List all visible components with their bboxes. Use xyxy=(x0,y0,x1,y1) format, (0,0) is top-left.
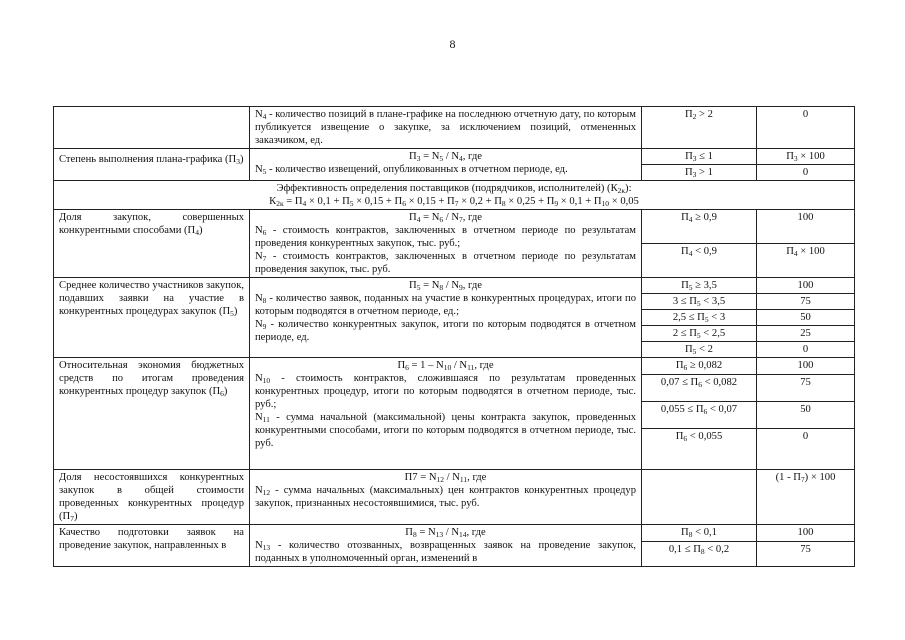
formula: $П7 = N_{12} / N_{11}$, где xyxy=(404,472,487,484)
definition-cell xyxy=(250,358,642,470)
score-cell: 0 xyxy=(757,165,855,181)
condition-cell: $0,07 \le П_6 < 0,082$ xyxy=(642,375,757,402)
table-row xyxy=(54,107,855,149)
definition-cell xyxy=(250,278,642,358)
score-cell: 50 xyxy=(757,402,855,429)
definition-cell xyxy=(250,525,642,567)
score-cell: 100 xyxy=(757,210,855,244)
score-cell: 0 xyxy=(757,107,855,149)
definition-cell xyxy=(250,149,642,181)
condition-cell: $0,055 \le П_6 < 0,07$ xyxy=(642,402,757,429)
variable-definition: $N_5$ - количество извещений, опубликованных в отчетном периоде, ед. xyxy=(255,164,568,176)
condition-cell xyxy=(642,470,757,525)
variable-definition: $N_8$ - количество заявок, поданных на участие в конкурентных процедурах, итоги по которым подводятся в отчетном периоде, ед.; xyxy=(255,293,636,317)
section-title: Эффективность определения поставщиков (подрядчиков, исполнителей) $(К_{2к})$: xyxy=(276,183,632,195)
formula: $П_6 = 1 - N_{10} / N_{11}$, где xyxy=(397,360,494,372)
condition-cell: $П_4 < 0,9$ xyxy=(642,244,757,278)
table-row xyxy=(54,149,855,165)
condition-cell: $0,1 \le П_8 < 0,2$ xyxy=(642,542,757,567)
score-cell: $П_3 \times 100$ xyxy=(757,149,855,165)
table-row xyxy=(54,358,855,375)
variable-definition: $N_9$ - количество конкурентных закупок, итоги по которым подводятся в отчетном периоде, ед. xyxy=(255,319,636,343)
indicators-table xyxy=(53,106,855,567)
score-cell: $(1 - П_7) \times 100$ xyxy=(757,470,855,525)
definition-cell: $N_4$ - количество позиций в плане-графике на последнюю отчетную дату, по которым публикуется извещение о закупке, за исключением позиций, отмененных заказчиком, ед. xyxy=(250,107,642,149)
score-cell: 100 xyxy=(757,525,855,542)
condition-cell: $П_8 < 0,1$ xyxy=(642,525,757,542)
score-cell: 25 xyxy=(757,326,855,342)
score-cell: 100 xyxy=(757,358,855,375)
condition-cell: $П_5 \ge 3,5$ xyxy=(642,278,757,294)
condition-cell: $П_3 > 1$ xyxy=(642,165,757,181)
indicator-cell: Качество подготовки заявок на проведение закупок, направленных в xyxy=(54,525,250,567)
table-row xyxy=(54,210,855,244)
score-cell: 100 xyxy=(757,278,855,294)
definition-cell xyxy=(250,470,642,525)
score-cell: 75 xyxy=(757,542,855,567)
section-header-row xyxy=(54,181,855,210)
indicator-cell xyxy=(54,107,250,149)
formula: $П_5 = N_8 / N_9$, где xyxy=(409,280,482,292)
condition-cell: $3 \le П_5 < 3,5$ xyxy=(642,294,757,310)
indicator-cell: Относительная экономия бюджетных средств по итогам проведения конкурентных процедур закупок $(П_6)$ xyxy=(54,358,250,470)
score-cell: $П_4 \times 100$ xyxy=(757,244,855,278)
section-header xyxy=(54,181,855,210)
table-row xyxy=(54,525,855,542)
definition-cell xyxy=(250,210,642,278)
variable-definition: $N_{13}$ - количество отозванных, возвращенных заявок на проведение закупок, поданных в уполномоченный орган, изменений в xyxy=(255,540,636,564)
indicator-name: Степень выполнения плана-графика $(П_3)$ xyxy=(59,154,244,166)
condition-cell: $П_6 \ge 0,082$ xyxy=(642,358,757,375)
variable-definition: $N_7$ - стоимость контрактов, заключенных в отчетном периоде по результатам проведения закупок, тыс. руб. xyxy=(255,251,636,275)
formula: $П_3 = N_5 / N_4$, где xyxy=(409,151,482,163)
variable-definition: $N_{11}$ - сумма начальной (максимальной) цены контракта закупок, проведенных конкурентными способами, итоги по которым подводятся в отчетном периоде, тыс. руб. xyxy=(255,412,636,449)
score-cell: 75 xyxy=(757,375,855,402)
formula: $П_8 = N_{13} / N_{14}$, где xyxy=(405,527,486,539)
condition-cell: $2 \le П_5 < 2,5$ xyxy=(642,326,757,342)
score-cell: 0 xyxy=(757,342,855,358)
score-cell: 0 xyxy=(757,429,855,470)
table-row xyxy=(54,278,855,294)
table-row xyxy=(54,470,855,525)
condition-cell: $П_5 < 2$ xyxy=(642,342,757,358)
indicator-cell: Доля закупок, совершенных конкурентными способами $(П_4)$ xyxy=(54,210,250,278)
formula: $П_4 = N_6 / N_7$, где xyxy=(409,212,482,224)
variable-definition: $N_6$ - стоимость контрактов, заключенных в отчетном периоде по результатам проведения конкурентных закупок, тыс. руб.; xyxy=(255,225,636,249)
score-cell: 50 xyxy=(757,310,855,326)
condition-cell: $П_3 \le 1$ xyxy=(642,149,757,165)
indicator-cell: Среднее количество участников закупок, подавших заявки на участие в конкурентных процедурах закупок $(П_5)$ xyxy=(54,278,250,358)
section-formula: $К_{2к} = П_4 \times 0,1 + П_5 \times 0,15 + П_6 \times 0,15 + П_7 \times 0,2 + П_8 \times 0,25 + П_9 \times 0,1 + П_{10} \times 0,05$ xyxy=(269,196,639,208)
indicator-cell xyxy=(54,149,250,181)
score-cell: 75 xyxy=(757,294,855,310)
page-number: 8 xyxy=(449,37,456,51)
variable-definition: $N_{12}$ - сумма начальных (максимальных) цен контрактов конкурентных процедур закупок, признанных несостоявшимися, тыс. руб. xyxy=(255,485,636,509)
condition-cell: $П_6 < 0,055$ xyxy=(642,429,757,470)
indicator-cell: Доля несостоявшихся конкурентных закупок в общей стоимости проведенных конкурентных процедур $(П_7)$ xyxy=(54,470,250,525)
condition-cell: $2,5 \le П_5 < 3$ xyxy=(642,310,757,326)
condition-cell: $П_2 > 2$ xyxy=(642,107,757,149)
variable-definition: $N_{10}$ - стоимость контрактов, сложившаяся по результатам проведенных конкурентных процедур, итоги по которым подводятся в отчетном периоде, тыс. руб.; xyxy=(255,373,636,410)
condition-cell: $П_4 \ge 0,9$ xyxy=(642,210,757,244)
